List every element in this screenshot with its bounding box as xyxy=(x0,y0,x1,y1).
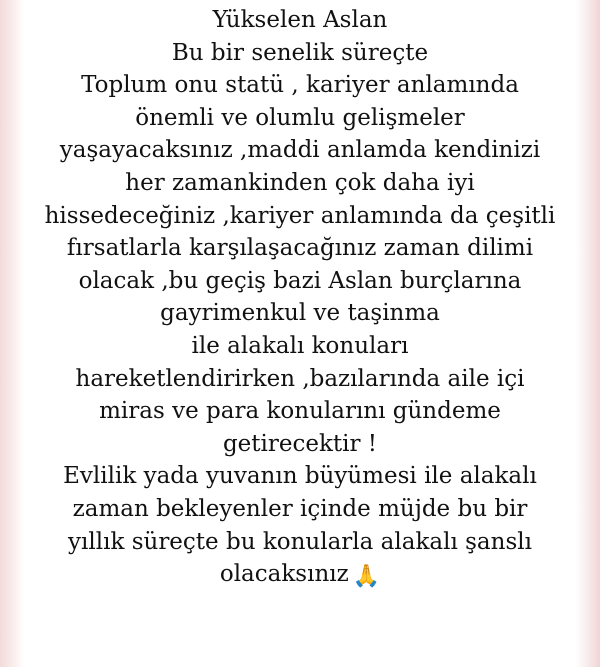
post-line: getirecektir ! xyxy=(222,430,378,457)
post-line: Bu bir senelik süreçte xyxy=(171,39,429,66)
post-line: fırsatlarla karşılaşacağınız zaman dilimi xyxy=(66,235,534,262)
post-last-line xyxy=(0,558,600,591)
post-line: ile alakalı konuları xyxy=(191,332,409,359)
post-line: olacak ,bu geçiş bazi Aslan burçlarına xyxy=(78,267,522,294)
post-title: Yükselen Aslan xyxy=(212,7,388,33)
post-line: gayrimenkul ve taşinma xyxy=(160,300,440,327)
post-line: Toplum onu statü , kariyer anlamında xyxy=(81,72,519,99)
post-line: hissedeceğiniz ,kariyer anlamında da çeşitli xyxy=(44,202,556,229)
post-line: önemli ve olumlu gelişmeler xyxy=(135,104,465,131)
post-line: yıllık süreçte bu konularla alakalı şanslı xyxy=(68,528,532,555)
post-line: her zamankinden çok daha iyi xyxy=(125,169,475,196)
post-text xyxy=(0,4,600,591)
praying-hands-icon: 🙏 xyxy=(352,564,381,590)
post-line: Evlilik yada yuvanın büyümesi ile alakalı xyxy=(63,463,537,490)
post-line: hareketlendirirken ,bazılarında aile içi xyxy=(75,365,525,392)
post-line: miras ve para konularını gündeme xyxy=(99,398,501,425)
post-line: zaman bekleyenler içinde müjde bu bir xyxy=(72,495,528,522)
post-line: yaşayacaksınız ,maddi anlamda kendinizi xyxy=(59,137,541,164)
post-line-text: olacaksınız xyxy=(219,561,349,588)
